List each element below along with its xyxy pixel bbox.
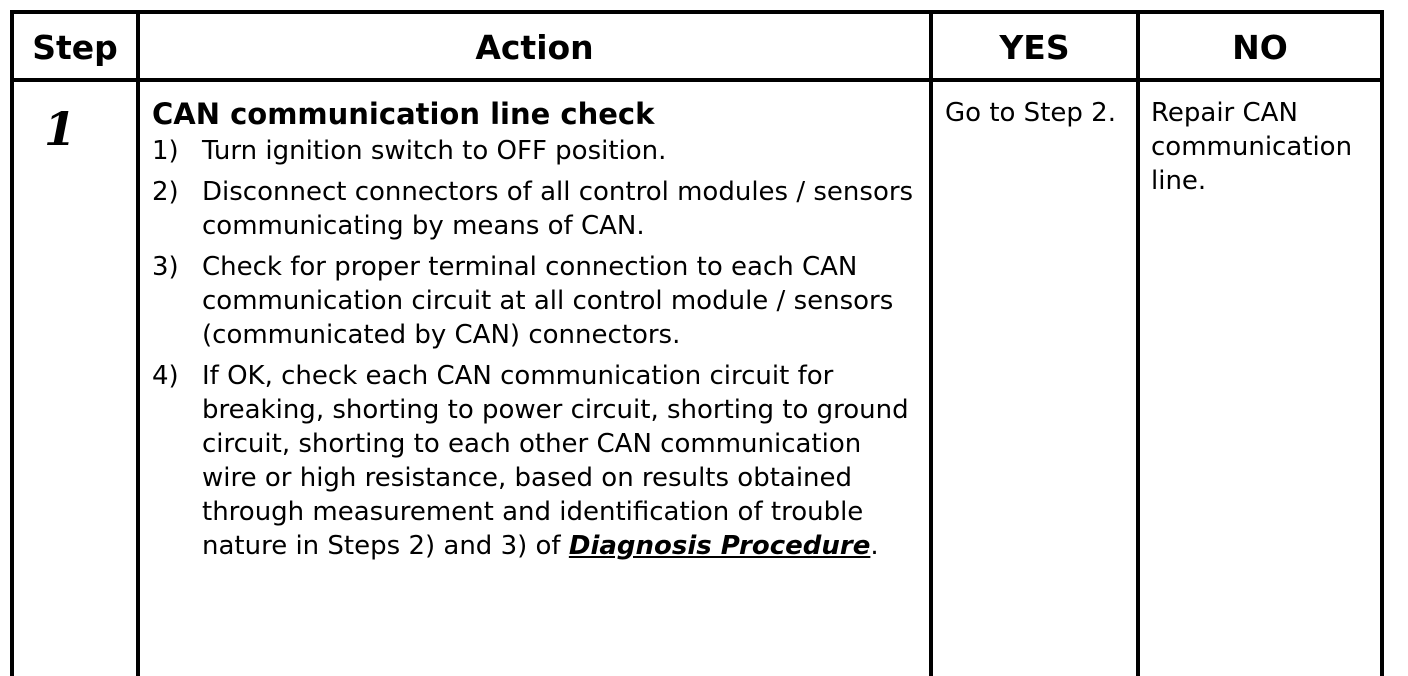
action-title: CAN communication line check (152, 97, 655, 131)
list-item (152, 134, 922, 168)
header-no: NO (1232, 27, 1288, 67)
list-item-text: If OK, check each CAN communication circuit for breaking, shorting to power circuit, shorting to ground circuit, shorting to each other CAN communication wire or high resistance, based on results obtained through measurement and identification of trouble nature in Steps 2) and 3) of (202, 361, 909, 561)
col-divider-yes (1136, 10, 1140, 676)
list-item-number: 2) (152, 177, 179, 207)
header-yes: YES (999, 27, 1070, 67)
col-divider-action (929, 10, 933, 676)
table-right-border (1380, 10, 1384, 676)
list-item (152, 250, 922, 352)
list-item-number: 3) (152, 252, 179, 282)
list-item-text: Check for proper terminal connection to each CAN communication circuit at all control module / sensors (communicated by CAN) connectors. (202, 252, 894, 350)
list-item-number: 1) (152, 136, 179, 166)
yes-cell-text: Go to Step 2. (945, 98, 1116, 128)
action-steps-list (152, 134, 922, 563)
list-item-text: Disconnect connectors of all control modules / sensors communicating by means of CAN. (202, 177, 914, 241)
step-number: 1 (44, 102, 77, 156)
action-cell (152, 96, 922, 570)
header-action: Action (475, 27, 594, 67)
diagnosis-procedure-link[interactable]: Diagnosis Procedure (568, 531, 871, 561)
no-cell-text: Repair CAN communication line. (1151, 98, 1353, 196)
col-divider-step (136, 10, 140, 676)
list-item-suffix: . (870, 531, 879, 561)
list-item (152, 175, 922, 243)
list-item (152, 359, 922, 563)
table-left-border (10, 10, 14, 676)
list-item-text-wrapper (202, 359, 922, 563)
header-step: Step (32, 27, 118, 67)
list-item-number: 4) (152, 361, 179, 391)
list-item-text: Turn ignition switch to OFF position. (202, 136, 667, 166)
